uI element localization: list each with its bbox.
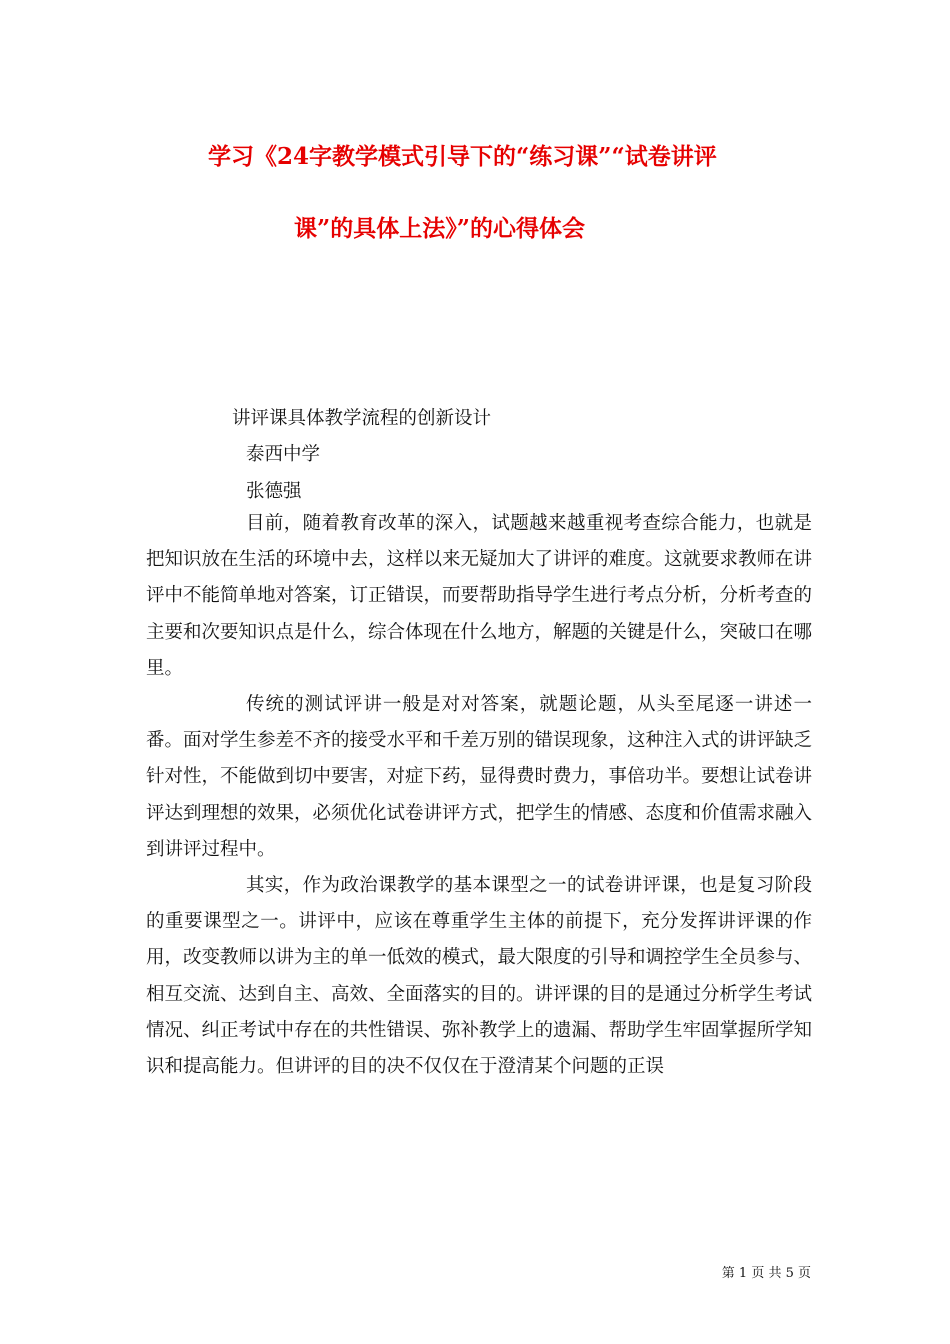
author-name: 张德强 xyxy=(246,481,302,502)
school-name: 泰西中学 xyxy=(246,444,321,465)
document-title-line-1: 学习《24字教学模式引导下的“练习课”“试卷讲评 xyxy=(208,143,717,170)
article-subtitle: 讲评课具体教学流程的创新设计 xyxy=(232,408,492,429)
document-body xyxy=(146,506,812,1085)
paragraph-2: 传统的测试评讲一般是对对答案，就题论题，从头至尾逐一讲述一番。面对学生参差不齐的接受水平和千差万别的错误现象，这种注入式的讲评缺乏针对性，不能做到切中要害，对症下药，显得费时费力，事倍功半。要想让试卷讲评达到理想的效果，必须优化试卷讲评方式，把学生的情感、态度和价值需求融入到讲评过程中。 xyxy=(146,694,813,860)
paragraph-3: 其实，作为政治课教学的基本课型之一的试卷讲评课，也是复习阶段的重要课型之一。讲评中，应该在尊重学生主体的前提下，充分发挥讲评课的作用，改变教师以讲为主的单一低效的模式，最大限度的引导和调控学生全员参与、相互交流、达到自主、高效、全面落实的目的。讲评课的目的是通过分析学生考试情况、纠正考试中存在的共性错误、弥补教学上的遗漏、帮助学生牢固掌握所学知识和提高能力。但讲评的目的决不仅仅在于澄清某个问题的正误 xyxy=(146,875,813,1078)
document-title-line-2: 课”的具体上法》”的心得体会 xyxy=(294,215,585,242)
paragraph-1: 目前，随着教育改革的深入，试题越来越重视考查综合能力，也就是把知识放在生活的环境中去，这样以来无疑加大了讲评的难度。这就要求教师在讲评中不能简单地对答案，订正错误，而要帮助指导学生进行考点分析，分析考查的主要和次要知识点是什么，综合体现在什么地方，解题的关键是什么，突破口在哪里。 xyxy=(146,513,813,679)
page-number-footer: 第 1 页 共 5 页 xyxy=(721,1266,811,1281)
